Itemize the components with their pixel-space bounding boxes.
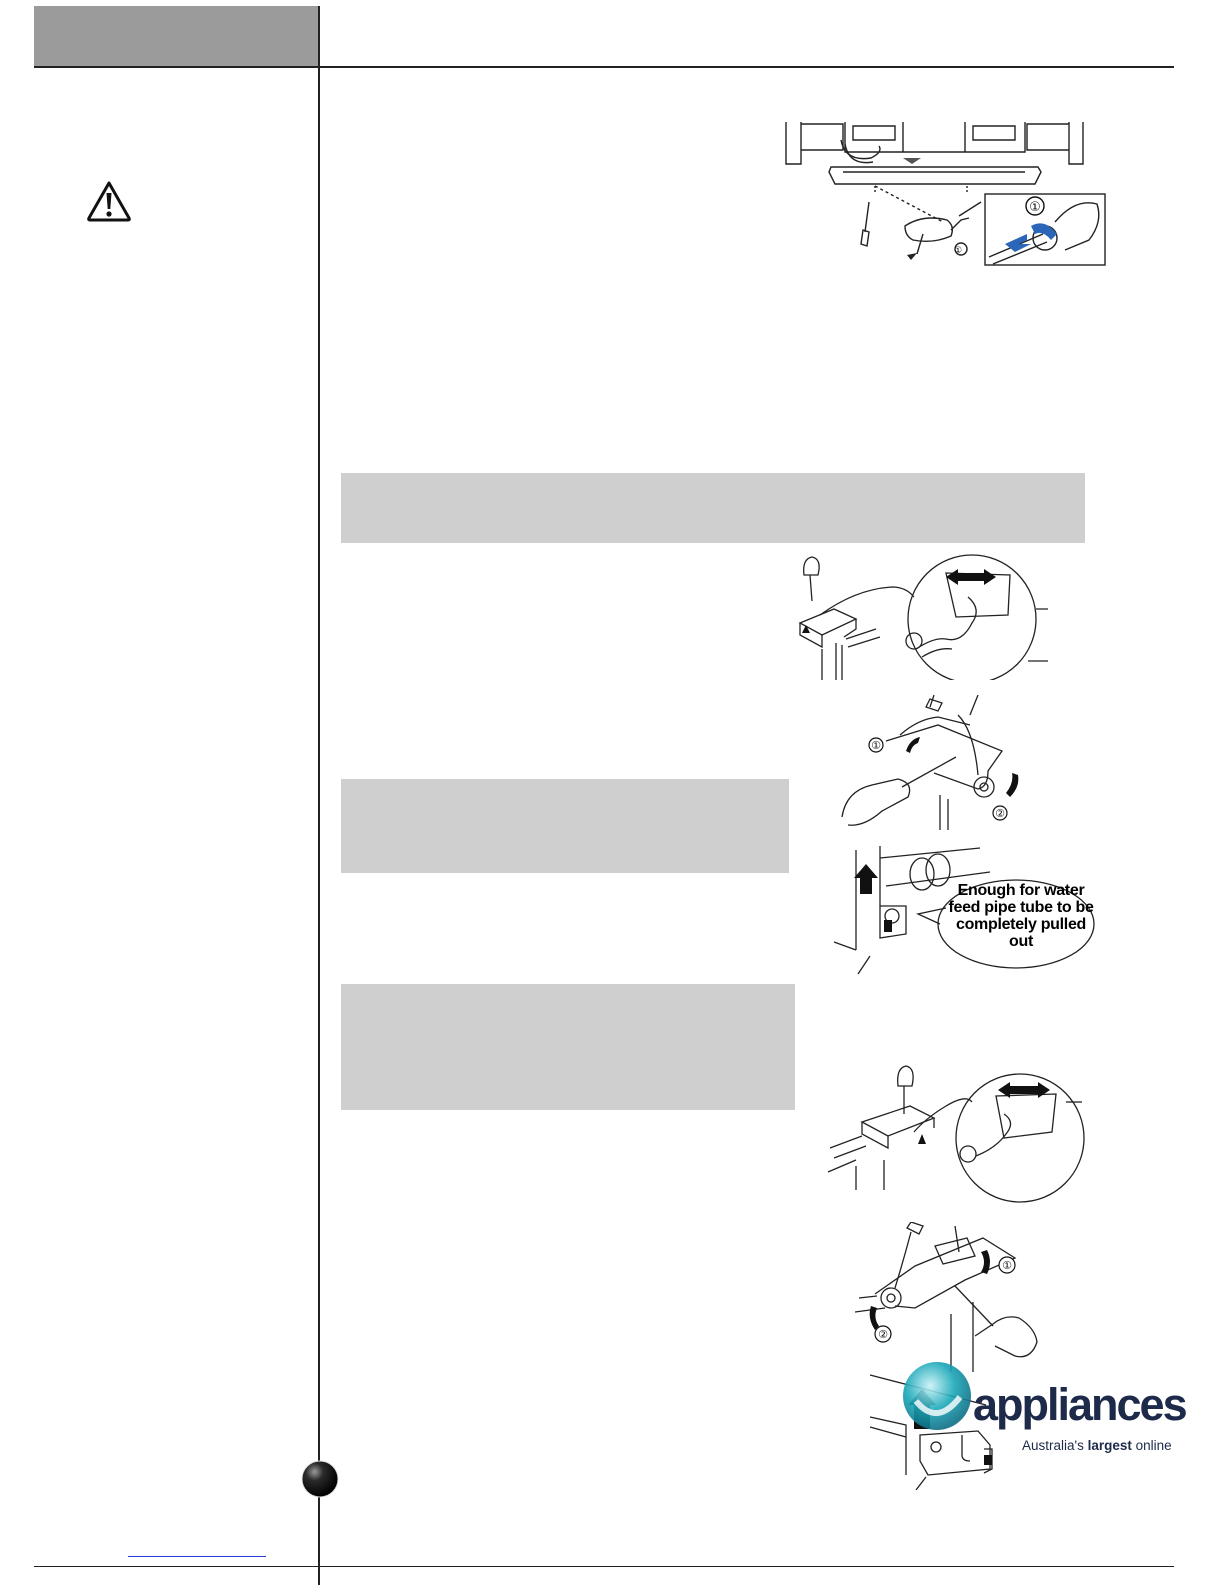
- section-band-3: [341, 984, 795, 1110]
- footer-rule: [34, 1566, 1174, 1567]
- tagline-prefix: Australia's: [1022, 1438, 1088, 1453]
- figure-hinge-rotate-right: [855, 1222, 1057, 1372]
- header-rule: [34, 66, 1174, 68]
- figure-hinge-rotate-left: [838, 695, 1038, 830]
- figure-hinge-cover-right: [826, 1062, 1088, 1204]
- fig1-callout: ①: [953, 245, 963, 255]
- header-tab: [34, 6, 319, 67]
- watermark-tagline: [1022, 1438, 1172, 1454]
- figure-hinge-cover-top: [796, 553, 1058, 680]
- fig6-callout-1: ①: [1002, 1260, 1012, 1272]
- fig3-callout-1: ①: [871, 740, 881, 752]
- clearance-bubble-text: Enough for water feed pipe tube to be completely pulled out: [948, 882, 1094, 950]
- black-sphere-icon: [301, 1460, 339, 1498]
- footer-link-underline[interactable]: [128, 1556, 266, 1557]
- column-divider: [318, 6, 320, 1585]
- tagline-suffix: online: [1131, 1438, 1172, 1453]
- section-band-1: [341, 473, 1085, 543]
- watermark-logo-icon: [898, 1357, 976, 1435]
- warning-triangle-icon: [86, 180, 132, 222]
- fig3-callout-2: ②: [995, 808, 1005, 820]
- figure-lower-cover-removal: [783, 122, 1108, 268]
- fig6-callout-2: ②: [878, 1329, 888, 1341]
- tagline-bold: largest: [1087, 1438, 1132, 1453]
- section-band-2: [341, 779, 789, 873]
- fig1-inset-callout: ①: [1029, 199, 1041, 214]
- watermark-brand: appliances: [973, 1379, 1186, 1430]
